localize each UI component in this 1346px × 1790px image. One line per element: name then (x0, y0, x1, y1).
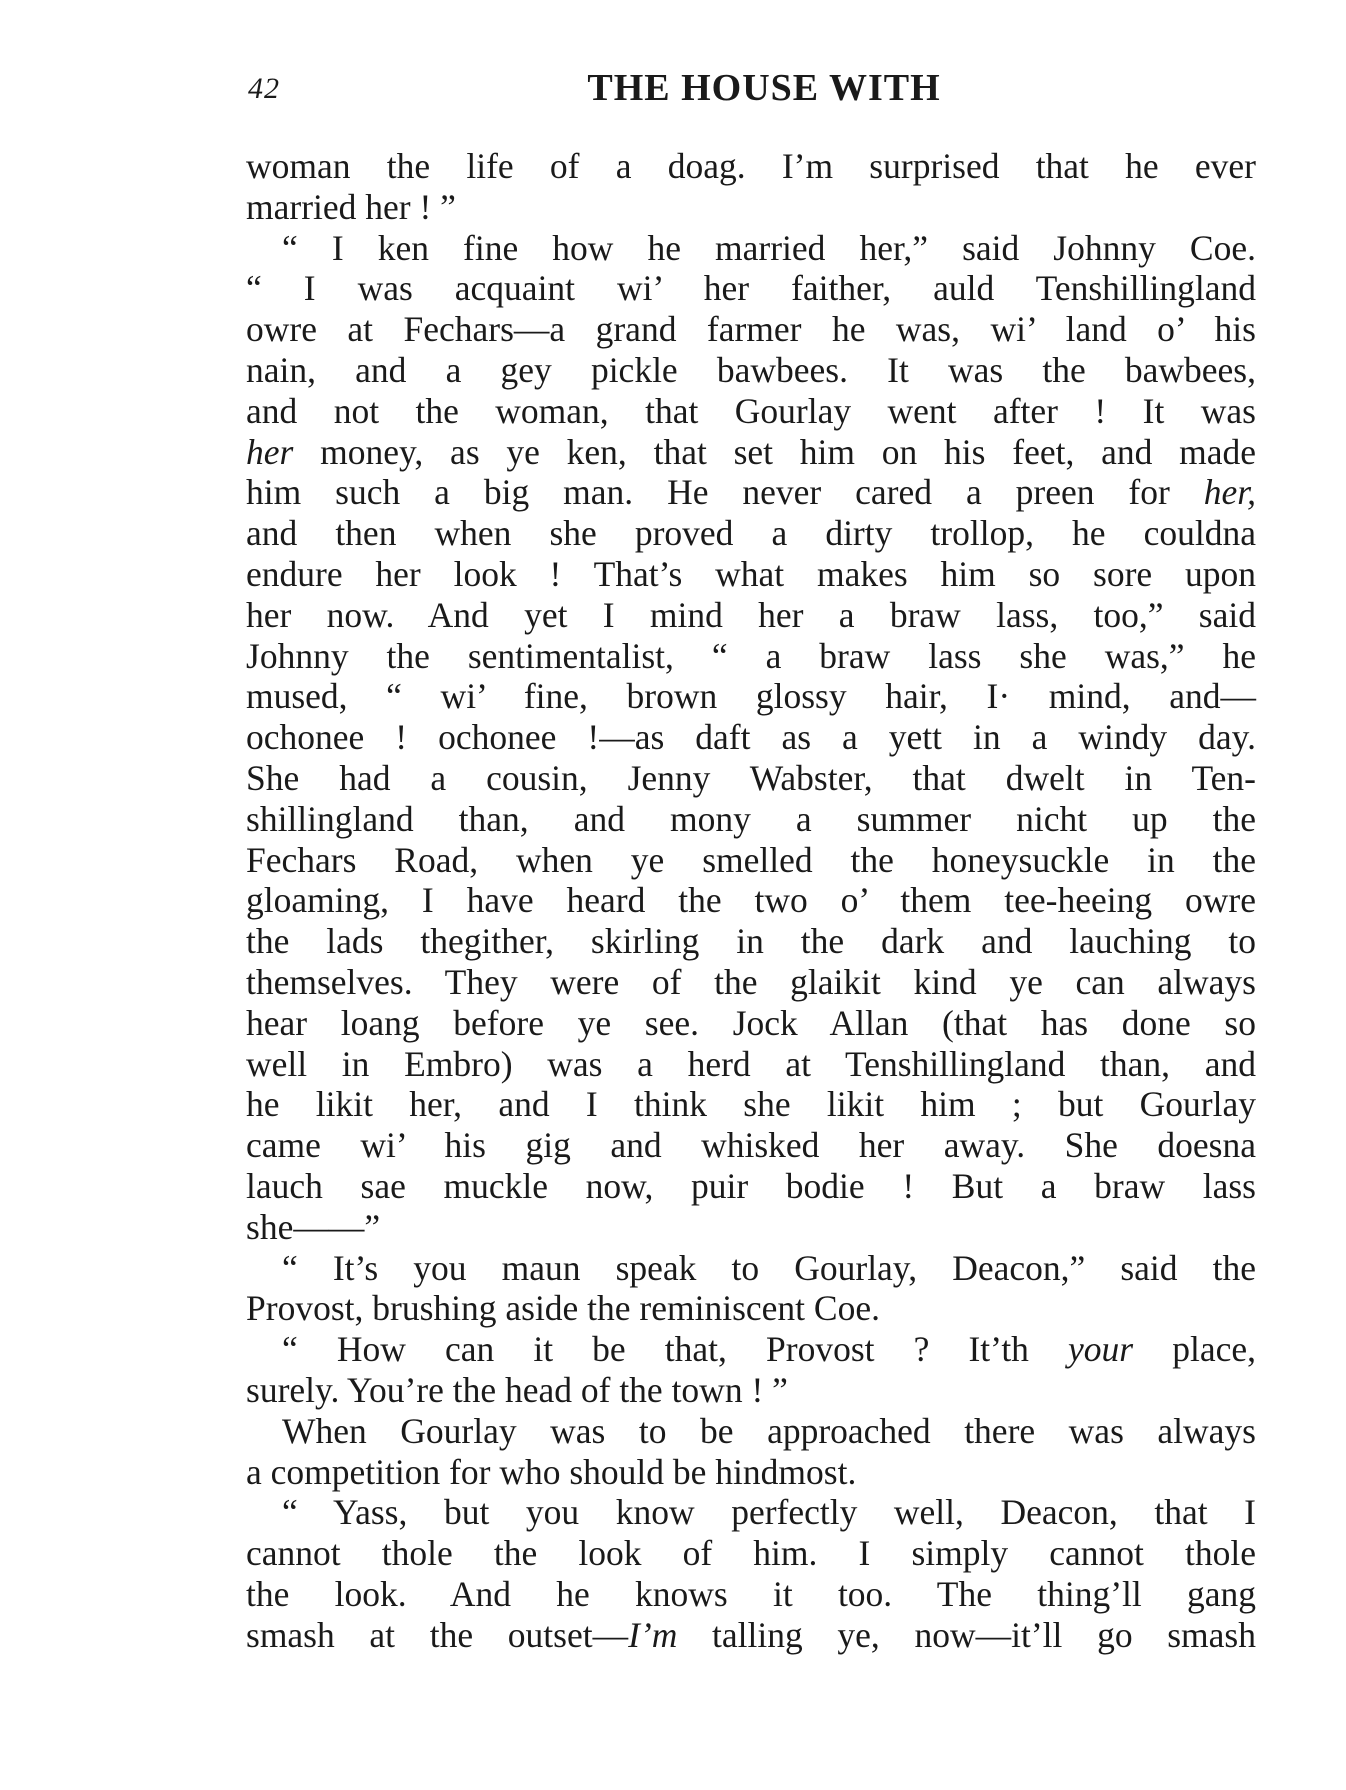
text-line (246, 146, 1256, 187)
line-text: well in Embro) was a herd at Tenshillingland than, and (246, 1043, 1256, 1084)
line-text: and then when she proved a dirty trollop, he couldna (246, 513, 1256, 554)
line-text: her now. And yet I mind her a braw lass, too,” said (246, 594, 1256, 635)
line-text: cannot thole the look of him. I simply cannot thole (246, 1533, 1256, 1574)
line-text: smash at the outset— (246, 1614, 629, 1655)
line-text: money, as ye ken, that set him on his feet, and made (293, 431, 1256, 472)
line-text: shillingland than, and mony a summer nicht up the (246, 798, 1256, 839)
text-line (246, 1574, 1256, 1615)
text-line (246, 350, 1256, 391)
running-head (248, 66, 1240, 116)
text-line (246, 676, 1256, 717)
text-line (246, 268, 1256, 309)
line-text: owre at Fechars—a grand farmer he was, wi’ land o’ his (246, 309, 1256, 350)
line-text: endure her look ! That’s what makes him so sore upon (246, 553, 1256, 594)
line-text: the lads thegither, skirling in the dark and lauching to (246, 921, 1256, 962)
text-line (246, 554, 1256, 595)
line-text: married her ! ” (246, 186, 456, 227)
text-line (246, 1248, 1256, 1289)
italic-text: her, (1203, 472, 1256, 513)
text-line (246, 1044, 1256, 1085)
line-text: and not the woman, that Gourlay went after ! It was (246, 390, 1256, 431)
line-text: She had a cousin, Jenny Wabster, that dwelt in Ten- (246, 757, 1256, 798)
italic-text: her (246, 431, 294, 472)
body-text (246, 146, 1256, 1655)
line-text: “ I ken fine how he married her,” said Johnny Coe. (282, 227, 1256, 268)
line-text: ochonee ! ochonee !—as daft as a yett in a windy day. (246, 717, 1256, 758)
italic-text: I’m (628, 1614, 678, 1655)
text-line (246, 187, 1256, 228)
text-line (246, 513, 1256, 554)
text-line (246, 1166, 1256, 1207)
line-text: Johnny the sentimentalist, “ a braw lass she was,” he (246, 635, 1256, 676)
text-line (246, 472, 1256, 513)
line-text: Fechars Road, when ye smelled the honeysuckle in the (246, 839, 1256, 880)
line-text: a competition for who should be hindmost. (246, 1451, 857, 1492)
line-text: mused, “ wi’ fine, brown glossy hair, I· mind, and— (246, 676, 1256, 717)
text-line (246, 391, 1256, 432)
text-line (246, 1533, 1256, 1574)
text-line (246, 1288, 1256, 1329)
line-text: place, (1133, 1329, 1256, 1370)
line-text: the look. And he knows it too. The thing’ll gang (246, 1573, 1256, 1614)
line-text: themselves. They were of the glaikit kind ye can always (246, 961, 1256, 1002)
line-text: Provost, brushing aside the reminiscent Coe. (246, 1288, 880, 1329)
text-line (246, 1084, 1256, 1125)
line-text: lauch sae muckle now, puir bodie ! But a braw lass (246, 1165, 1256, 1206)
line-text: “ How can it be that, Provost ? It’th (282, 1329, 1069, 1370)
line-text: hear loang before ye see. Jock Allan (that has done so (246, 1002, 1256, 1043)
text-line (246, 921, 1256, 962)
line-text: she——” (246, 1206, 381, 1247)
line-text: gloaming, I have heard the two o’ them tee-heeing owre (246, 880, 1256, 921)
text-line (246, 595, 1256, 636)
page-number: 42 (248, 72, 280, 105)
text-line (246, 1207, 1256, 1248)
line-text: he likit her, and I think she likit him ; but Gourlay (246, 1084, 1256, 1125)
text-line (246, 228, 1256, 269)
text-line (246, 758, 1256, 799)
line-text: surely. You’re the head of the town ! ” (246, 1369, 788, 1410)
line-text: talling ye, now—it’ll go smash (677, 1614, 1256, 1655)
line-text: woman the life of a doag. I’m surprised that he ever (246, 146, 1256, 186)
line-text: him such a big man. He never cared a preen for (246, 472, 1204, 513)
text-line (246, 799, 1256, 840)
text-line (246, 636, 1256, 677)
text-line (246, 1452, 1256, 1493)
text-line (246, 1125, 1256, 1166)
text-line (246, 840, 1256, 881)
line-text: “ Yass, but you know perfectly well, Deacon, that I (282, 1492, 1256, 1533)
line-text: nain, and a gey pickle bawbees. It was the bawbees, (246, 349, 1256, 390)
italic-text: your (1068, 1329, 1134, 1370)
text-line (246, 717, 1256, 758)
line-text: “ It’s you maun speak to Gourlay, Deacon,” said the (282, 1247, 1256, 1288)
line-text: “ I was acquaint wi’ her faither, auld Tenshillingland (246, 268, 1256, 309)
text-line (246, 1615, 1256, 1656)
text-line (246, 1411, 1256, 1452)
line-text: came wi’ his gig and whisked her away. She doesna (246, 1125, 1256, 1166)
text-line (246, 309, 1256, 350)
running-title: THE HOUSE WITH (587, 67, 941, 109)
text-line (246, 1329, 1256, 1370)
text-line (246, 1492, 1256, 1533)
text-line (246, 880, 1256, 921)
text-line (246, 1370, 1256, 1411)
text-line (246, 962, 1256, 1003)
text-line (246, 1003, 1256, 1044)
text-line (246, 432, 1256, 473)
line-text: When Gourlay was to be approached there was always (282, 1410, 1256, 1451)
